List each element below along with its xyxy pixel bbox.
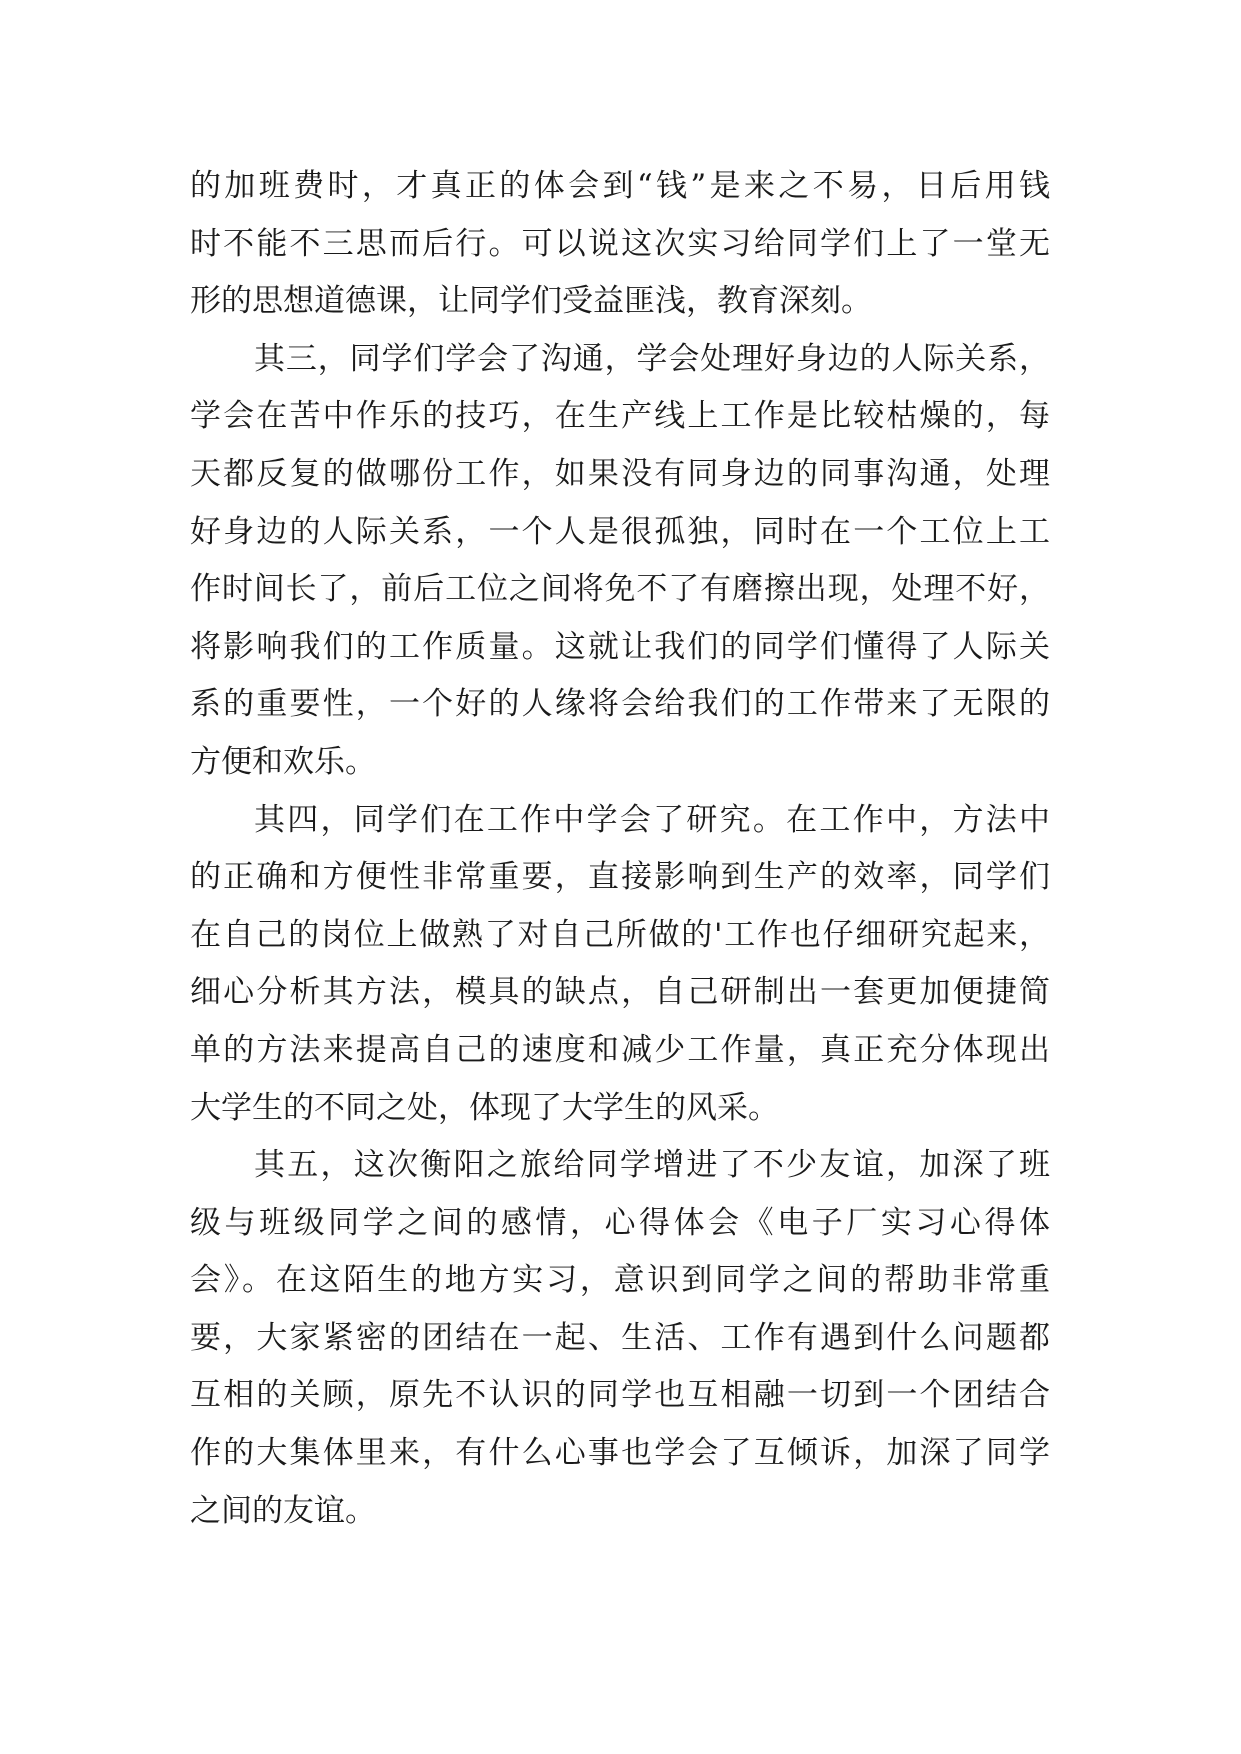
- text-line: 方便和欢乐。: [190, 743, 376, 780]
- text-line: 天都反复的做哪份工作，如果没有同身边的同事沟通，处理: [190, 455, 1050, 492]
- text-line: 系的重要性，一个好的人缘将会给我们的工作带来了无限的: [190, 686, 1050, 723]
- text-line: 的正确和方便性非常重要，直接影响到生产的效率，同学们: [190, 859, 1050, 896]
- text-line: 其四，同学们在工作中学会了研究。在工作中，方法中: [254, 801, 1050, 838]
- text-line: 在自己的岗位上做熟了对自己所做的'工作也仔细研究起来，: [190, 916, 1050, 953]
- text-line: 的加班费时，才真正的体会到“钱”是来之不易，日后用钱: [190, 168, 1050, 204]
- text-line: 会》。在这陌生的地方实习，意识到同学之间的帮助非常重: [190, 1262, 1050, 1299]
- text-line: 单的方法来提高自己的速度和减少工作量，真正充分体现出: [190, 1031, 1050, 1068]
- text-line: 要，大家紧密的团结在一起、生活、工作有遇到什么问题都: [190, 1319, 1050, 1356]
- text-line: 好身边的人际关系，一个人是很孤独，同时在一个工位上工: [190, 513, 1050, 550]
- paragraph-1: [190, 158, 1050, 331]
- text-line: 学会在苦中作乐的技巧，在生产线上工作是比较枯燥的，每: [190, 398, 1050, 435]
- paragraph-4: [190, 1137, 1050, 1540]
- text-line: 将影响我们的工作质量。这就让我们的同学们懂得了人际关: [190, 628, 1050, 665]
- text-line: 其三，同学们学会了沟通，学会处理好身边的人际关系，: [254, 340, 1050, 377]
- text-line: 作的大集体里来，有什么心事也学会了互倾诉，加深了同学: [190, 1435, 1050, 1472]
- text-line: 作时间长了，前后工位之间将免不了有磨擦出现，处理不好，: [190, 571, 1050, 608]
- text-line: 互相的关顾，原先不认识的同学也互相融一切到一个团结合: [190, 1377, 1050, 1414]
- text-line: 之间的友谊。: [190, 1492, 376, 1529]
- paragraph-3: [190, 792, 1050, 1138]
- text-line: 细心分析其方法，模具的缺点，自己研制出一套更加便捷简: [190, 974, 1050, 1011]
- text-line: 形的思想道德课，让同学们受益匪浅，教育深刻。: [190, 283, 872, 320]
- text-line: 大学生的不同之处，体现了大学生的风采。: [190, 1089, 779, 1126]
- text-line: 级与班级同学之间的感情，心得体会《电子厂实习心得体: [190, 1204, 1050, 1241]
- text-line: 时不能不三思而后行。可以说这次实习给同学们上了一堂无: [190, 225, 1050, 262]
- paragraph-2: [190, 331, 1050, 792]
- text-line: 其五，这次衡阳之旅给同学增进了不少友谊，加深了班: [254, 1147, 1050, 1184]
- body-text: [190, 158, 1050, 1540]
